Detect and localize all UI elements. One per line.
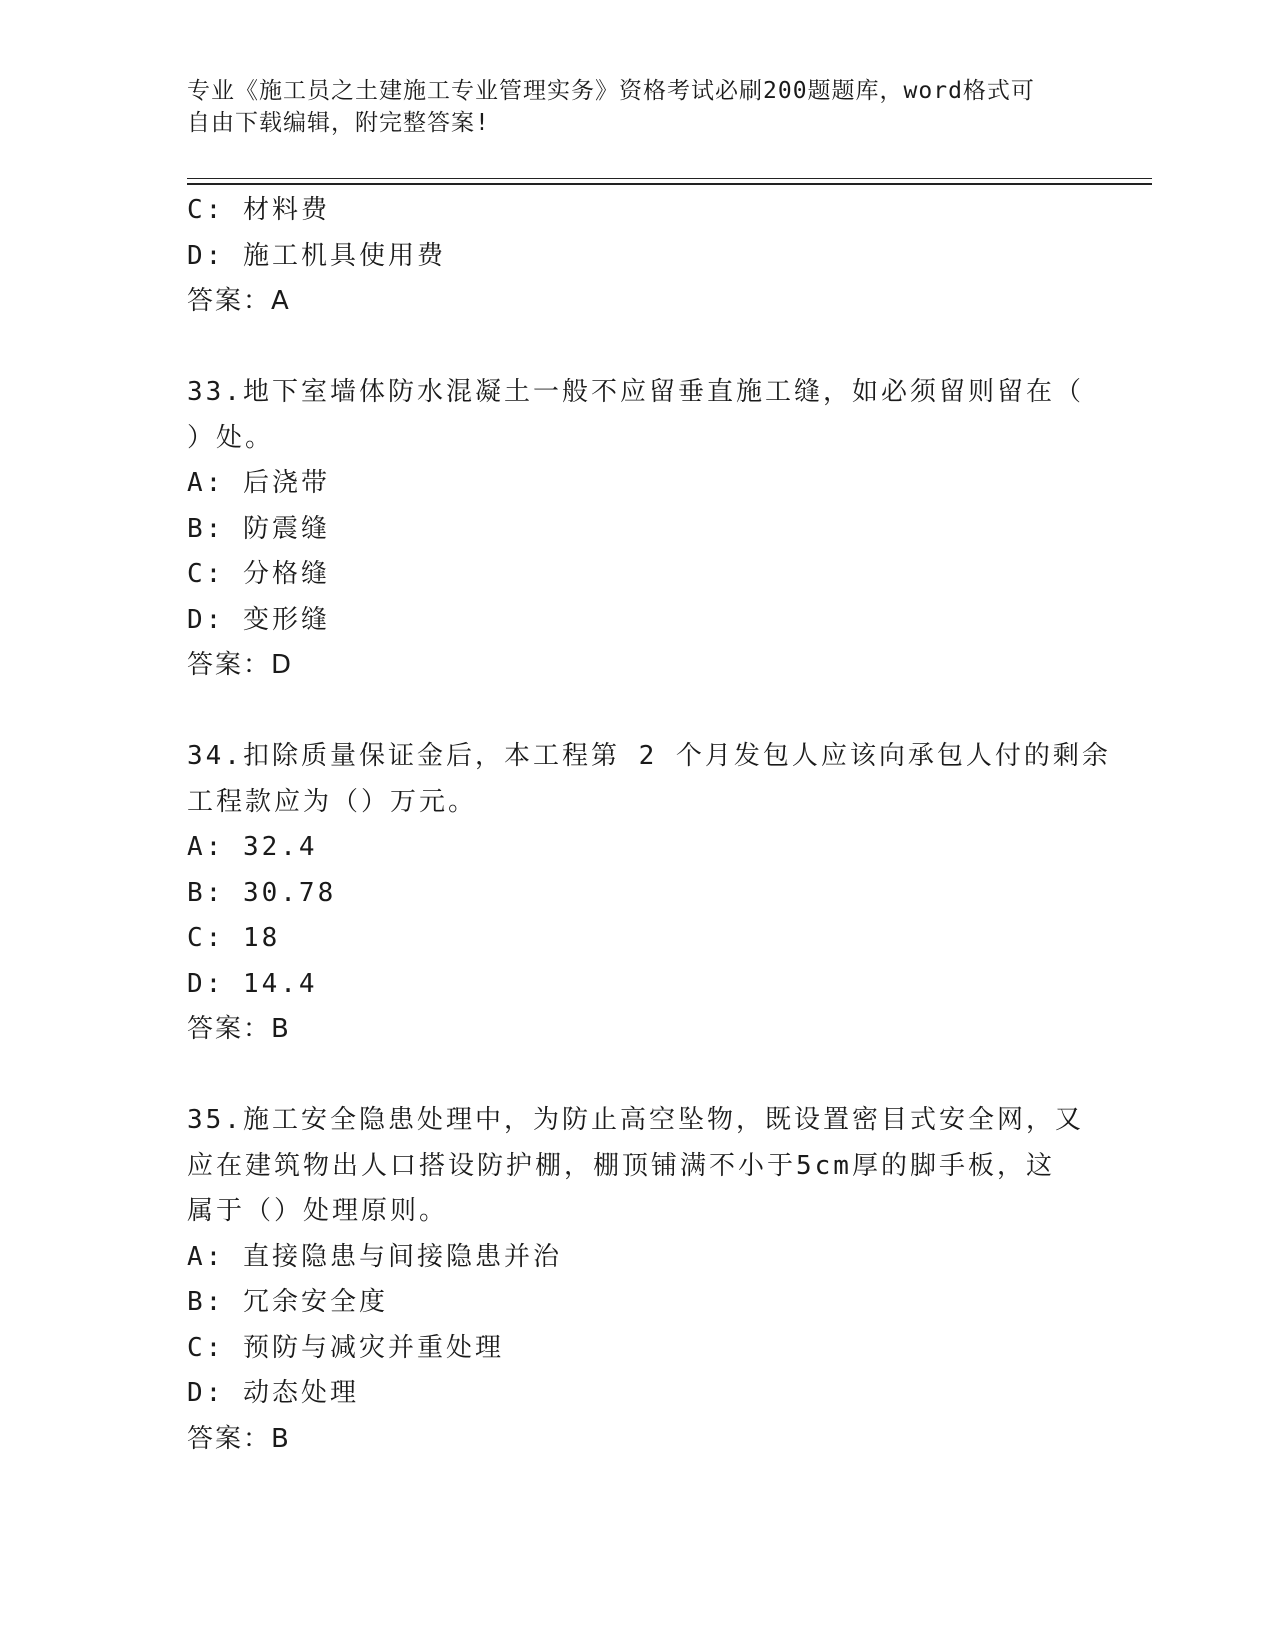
header-line-1: 专业《施工员之土建施工专业管理实务》资格考试必刷200题题库，word格式可 — [187, 78, 1035, 104]
option-a: A: 32.4 — [187, 832, 318, 862]
header-divider-thin — [187, 178, 1152, 179]
answer-line: 答案：B — [187, 1014, 291, 1044]
option-b: B: 防震缝 — [187, 513, 330, 544]
option-b: B: 30.78 — [187, 877, 337, 908]
question-text-line: 属于（）处理原则。 — [187, 1196, 449, 1226]
option-c: C: 预防与减灾并重处理 — [187, 1332, 504, 1363]
option-a: A: 直接隐患与间接隐患并治 — [187, 1241, 562, 1272]
spacer — [187, 1053, 1087, 1099]
previous-question-tail — [187, 188, 1087, 325]
option-d: D: 变形缝 — [187, 604, 330, 635]
question-text-line: 35.施工安全隐患处理中，为防止高空坠物，既设置密目式安全网，又 — [187, 1105, 1084, 1135]
option-a: A: 后浇带 — [187, 468, 330, 498]
option-c: C: 材料费 — [187, 195, 330, 225]
option-d: D: 14.4 — [187, 968, 318, 999]
question-34 — [187, 734, 1111, 1053]
header-line-2: 自由下载编辑，附完整答案! — [187, 110, 490, 136]
spacer — [187, 325, 1087, 371]
question-text-line: 应在建筑物出人口搭设防护棚，棚顶铺满不小于5cm厚的脚手板，这 — [187, 1150, 1055, 1181]
question-33 — [187, 370, 1087, 689]
document-header — [187, 75, 1087, 139]
spacer — [187, 689, 1087, 735]
option-c: C: 分格缝 — [187, 559, 330, 589]
question-text-line: 34.扣除质量保证金后，本工程第 2 个月发包人应该向承包人付的剩余 — [187, 741, 1111, 771]
option-c: C: 18 — [187, 923, 281, 953]
question-text-line: 33.地下室墙体防水混凝土一般不应留垂直施工缝，如必须留则留在（ — [187, 377, 1084, 407]
answer-line: 答案：D — [187, 650, 294, 680]
question-text-line: 工程款应为（）万元。 — [187, 786, 478, 817]
option-d: D: 动态处理 — [187, 1378, 359, 1408]
document-body — [187, 188, 1111, 1462]
question-35 — [187, 1098, 1087, 1462]
option-d: D: 施工机具使用费 — [187, 240, 446, 271]
header-divider-thick — [187, 183, 1152, 185]
answer-line: 答案：B — [187, 1423, 291, 1454]
option-b: B: 冗余安全度 — [187, 1287, 388, 1317]
question-text-line: ）处。 — [187, 422, 275, 453]
answer-line: 答案：A — [187, 286, 291, 316]
